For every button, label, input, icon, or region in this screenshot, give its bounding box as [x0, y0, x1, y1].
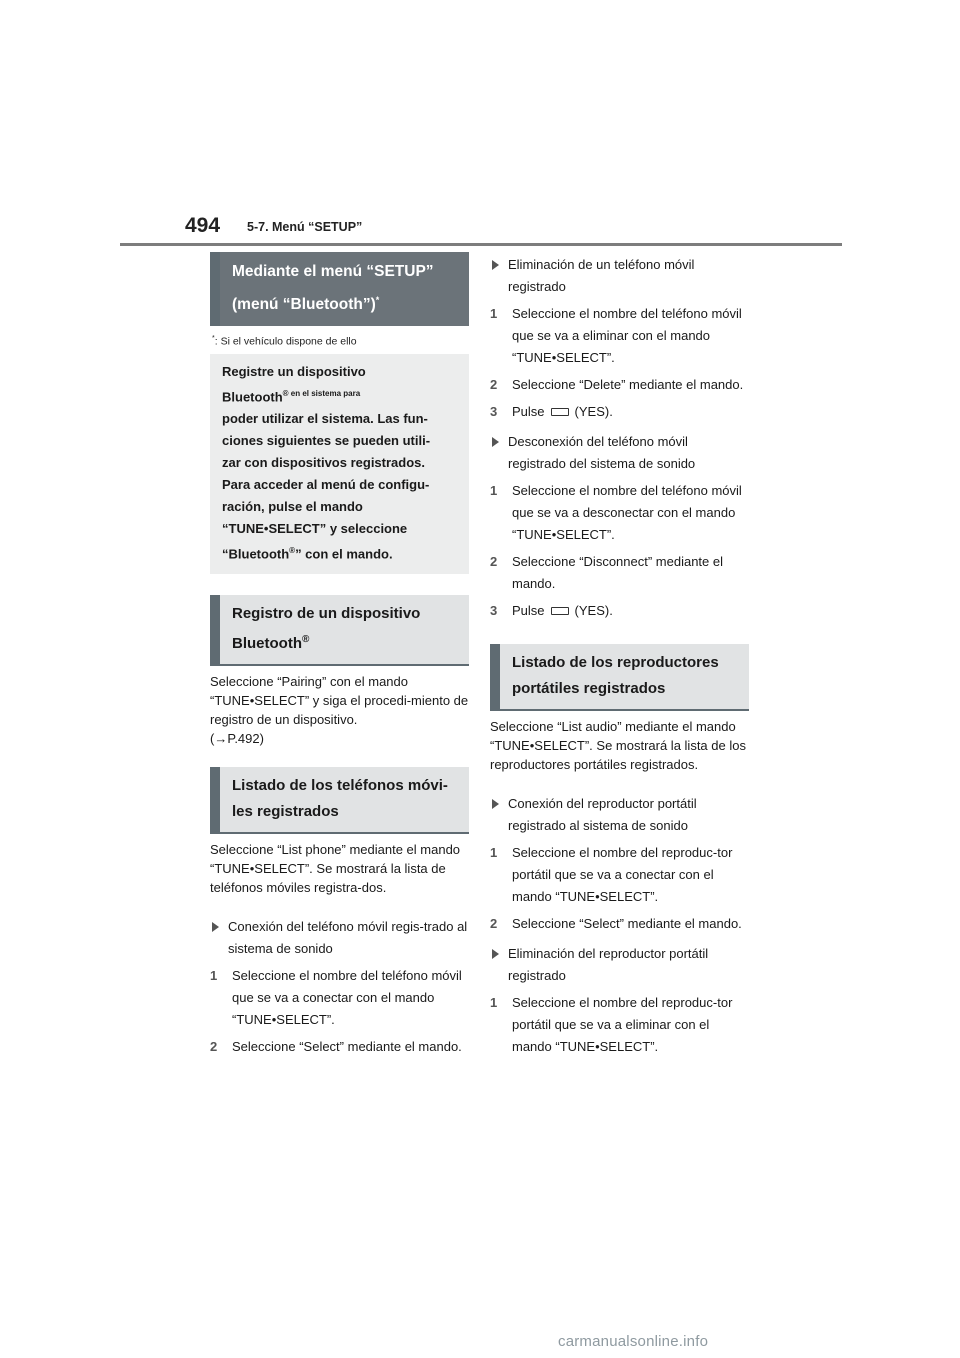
footnote: *: Si el vehículo dispone de ello	[212, 335, 357, 348]
step: 1 Seleccione el nombre del reproduc-tor portátil que se va a eliminar con el mando “TUNE•SELECT”.	[490, 995, 733, 1054]
bullet-delete-player: Eliminación del reproductor portátil registrado	[490, 943, 749, 987]
intro-line: ciones siguientes se pueden utili-	[222, 432, 431, 448]
step: 3 Pulse (YES).	[490, 603, 613, 618]
intro-line: “TUNE•SELECT” y seleccione	[222, 520, 408, 536]
header-divider	[120, 243, 842, 246]
pairing-paragraph: Seleccione “Pairing” con el mando “TUNE•SELECT” y siga el procedi-miento de registro de un dispositivo. (→P.492)	[210, 674, 469, 747]
heading-phone-list: Listado de los teléfonos móvi-les registrados	[210, 767, 469, 834]
triangle-bullet-icon	[492, 949, 499, 959]
step: 3 Pulse (YES).	[490, 404, 613, 419]
step: 2 Seleccione “Disconnect” mediante el mando.	[490, 554, 723, 591]
triangle-bullet-icon	[492, 437, 499, 447]
intro-line: Para acceder al menú de configu-	[222, 476, 430, 492]
step: 1 Seleccione el nombre del teléfono móvil que se va a conectar con el mando “TUNE•SELECT”.	[210, 968, 462, 1028]
list-phone-paragraph: Seleccione “List phone” mediante el mando “TUNE•SELECT”. Se mostrará la lista de teléfonos móviles registra-dos.	[210, 842, 461, 896]
intro-box	[210, 354, 469, 575]
left-column	[210, 252, 469, 1063]
intro-line: zar con dispositivos registrados.	[222, 454, 425, 470]
triangle-bullet-icon	[492, 260, 499, 270]
step: 1 Seleccione el nombre del teléfono móvil que se va a eliminar con el mando “TUNE•SELECT”.	[490, 306, 742, 365]
step: 2 Seleccione “Select” mediante el mando.	[210, 1039, 462, 1055]
bullet-connect-player: Conexión del reproductor portátil registrado al sistema de sonido	[490, 793, 749, 837]
yes-button-icon	[551, 408, 569, 416]
watermark: carmanualsonline.info	[558, 1333, 709, 1350]
heading-audio-list: Listado de los reproductores portátiles registrados	[490, 644, 749, 711]
triangle-bullet-icon	[492, 799, 499, 809]
step: 2 Seleccione “Select” mediante el mando.	[490, 916, 742, 931]
page-reference-link[interactable]: (→P.492)	[210, 731, 264, 747]
page-number: 494	[185, 214, 221, 237]
yes-button-icon	[551, 607, 569, 615]
bullet-disconnect-phone: Desconexión del teléfono móvil registrado del sistema de sonido	[490, 431, 749, 475]
triangle-bullet-icon	[212, 922, 219, 932]
intro-line: poder utilizar el sistema. Las fun-	[222, 410, 428, 426]
heading-line-2: (menú “Bluetooth”)*	[232, 295, 380, 314]
step: 2 Seleccione “Delete” mediante el mando.	[490, 377, 744, 392]
intro-line: ración, pulse el mando	[222, 498, 363, 514]
intro-line: Bluetooth$^{® en el sistema para}$	[222, 388, 361, 404]
bullet-delete-phone: Eliminación de un teléfono móvil registrado	[490, 254, 749, 298]
heading-setup-menu	[210, 252, 469, 326]
intro-line: Registre un dispositivo	[222, 363, 366, 379]
step: 1 Seleccione el nombre del teléfono móvil que se va a desconectar con el mando “TUNE•SELECT”.	[490, 483, 742, 542]
heading-register-device: Registro de un dispositivo Bluetooth®	[210, 595, 469, 666]
step: 1 Seleccione el nombre del reproduc-tor portátil que se va a conectar con el mando “TUNE•SELECT”.	[490, 845, 733, 904]
intro-line: “Bluetooth®” con el mando.	[222, 545, 393, 562]
bullet-connect-phone: Conexión del teléfono móvil regis-trado al sistema de sonido	[210, 916, 469, 960]
list-audio-paragraph: Seleccione “List audio” mediante el mando “TUNE•SELECT”. Se mostrará la lista de los reproductores portátiles registrados.	[490, 719, 746, 772]
heading-line-1: Mediante el menú “SETUP”	[232, 263, 434, 280]
section-title: 5-7. Menú “SETUP”	[247, 220, 363, 234]
right-column	[490, 252, 749, 1063]
